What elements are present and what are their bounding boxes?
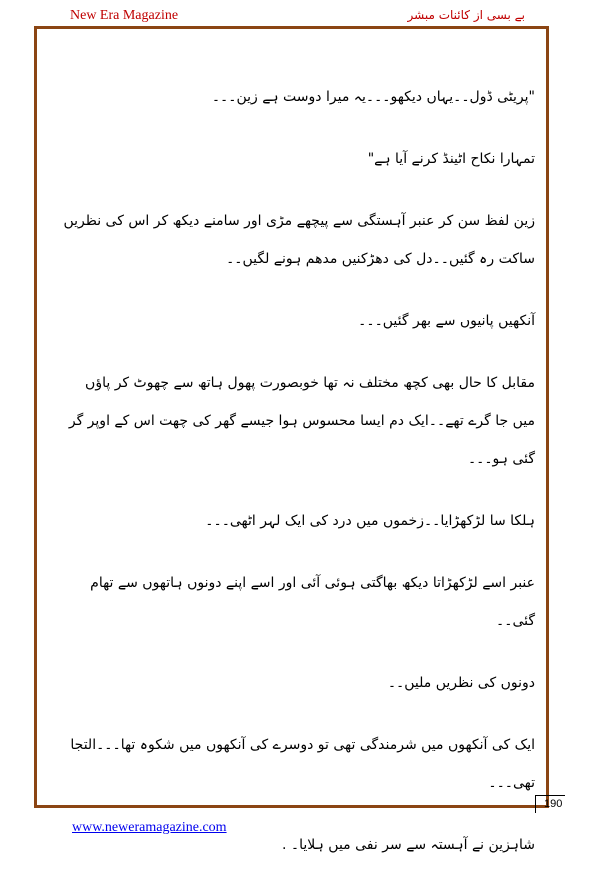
paragraph: آنکھیں پانیوں سے بھر گئیں۔۔۔ xyxy=(358,313,535,329)
page-number-rule xyxy=(535,795,565,796)
page-number: 190 xyxy=(544,798,563,810)
footer-link[interactable]: www.neweramagazine.com xyxy=(72,820,227,835)
paragraph: شاہزین نے آہستہ سے سر نفی میں ہلایا۔ . xyxy=(282,837,535,853)
paragraph: "پریٹی ڈول۔۔یہاں دیکھو۔۔۔یہ میرا دوست ہے زین۔۔۔ xyxy=(211,89,535,105)
paragraph: مقابل کا حال بھی کچھ مختلف نہ تھا خوبصورت پھول ہاتھ سے چھوٹ کر پاؤں میں جا گرے تھے۔۔ایک دم ایسا محسوس ہوا جیسے گھر کی چھت اس کے اوپر گر گئی ہو۔۔۔ xyxy=(68,375,535,467)
paragraph: زین لفظ سن کر عنبر آہستگی سے پیچھے مڑی اور سامنے دیکھ کر اس کی نظریں ساکت رہ گئیں۔۔دل کی دھڑکنیں مدھم ہونے لگیں۔۔ xyxy=(63,213,535,267)
paragraph: عنبر اسے لڑکھڑاتا دیکھ بھاگتی ہوئی آئی اور اسے اپنے دونوں ہاتھوں سے تھام گئی۔۔ xyxy=(90,575,535,629)
paragraph: ایک کی آنکھوں میں شرمندگی تھی تو دوسرے کی آنکھوں میں شکوہ تھا۔۔۔التجا تھی۔۔۔ xyxy=(70,737,535,791)
page-number-divider xyxy=(535,795,536,813)
paragraph: ہلکا سا لڑکھڑایا۔۔زخموں میں درد کی ایک لہر اٹھی۔۔۔ xyxy=(205,513,535,529)
story-body xyxy=(60,78,535,888)
novel-title: بے بسی از کائنات مبشر xyxy=(407,8,525,22)
paragraph: دونوں کی نظریں ملیں۔۔ xyxy=(387,675,535,691)
magazine-title: New Era Magazine xyxy=(70,8,179,23)
paragraph: تمہارا نکاح اٹینڈ کرنے آیا ہے" xyxy=(367,151,535,167)
